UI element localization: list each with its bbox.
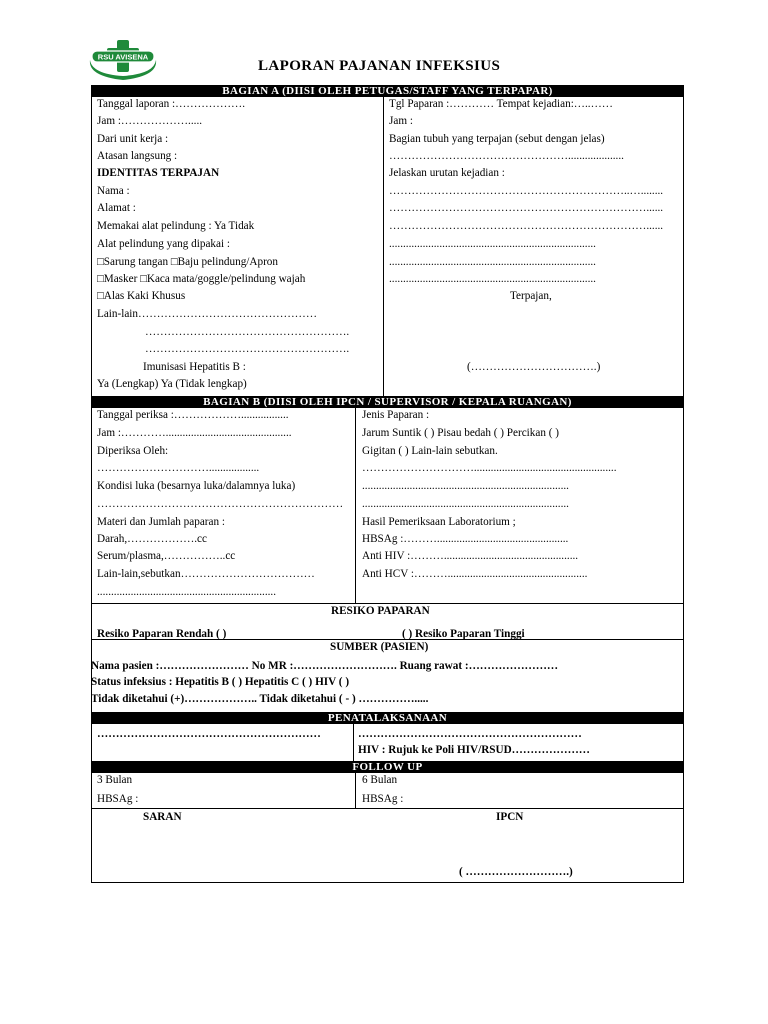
hospital-logo — [84, 38, 162, 84]
field-pelindung-dipakai: Alat pelindung yang dipakai : — [97, 238, 230, 250]
management-hiv[interactable]: HIV : Rujuk ke Poli HIV/RSUD………………… — [358, 744, 590, 756]
field-nama[interactable]: Nama : — [97, 185, 130, 197]
dotted-line[interactable]: ................................................................ — [97, 586, 276, 598]
follow-up-header: FOLLOW UP — [91, 761, 684, 773]
divider — [91, 808, 684, 809]
source-title: SUMBER (PASIEN) — [330, 641, 429, 653]
dotted-line[interactable]: …………………………................................................... — [362, 462, 617, 474]
field-hasil-lab: Hasil Pemeriksaan Laboratorium ; — [362, 516, 516, 528]
management-left[interactable]: …………………………………………………… — [97, 728, 321, 740]
follow-up-hbsag-3[interactable]: HBSAg : — [97, 793, 139, 805]
saran-label: SARAN — [143, 811, 182, 823]
dotted-line[interactable]: .......................................................................... — [389, 273, 596, 285]
field-bagian-tubuh: Bagian tubuh yang terpajan (sebut dengan jelas) — [389, 133, 605, 145]
field-memakai-pelindung[interactable]: Memakai alat pelindung : Ya Tidak — [97, 220, 255, 232]
field-jam-paparan[interactable]: Jam : — [389, 115, 413, 127]
dotted-line[interactable]: ………………………….................. — [97, 462, 260, 474]
follow-up-6-bulan: 6 Bulan — [362, 774, 398, 786]
field-kondisi-luka: Kondisi luka (besarnya luka/dalamnya luka) — [97, 480, 296, 492]
field-lain-lain-sebutkan[interactable]: Lain-lain,sebutkan……………………………… — [97, 568, 315, 580]
field-urutan-kejadian: Jelaskan urutan kejadian : — [389, 167, 505, 179]
dotted-line[interactable]: ………………………………………………………… — [97, 498, 344, 510]
column-divider — [383, 97, 384, 396]
field-atasan[interactable]: Atasan langsung : — [97, 150, 178, 162]
part-a-header: BAGIAN A (DIISI OLEH PETUGAS/STAFF YANG TERPAPAR) — [91, 85, 684, 97]
dotted-line[interactable]: .......................................................................... — [362, 498, 569, 510]
field-gigitan[interactable]: Gigitan ( ) Lain-lain sebutkan. — [362, 445, 498, 457]
field-alamat[interactable]: Alamat : — [97, 202, 136, 214]
ipcn-signature-line[interactable]: ( ……………………….) — [459, 866, 573, 878]
field-hbsag[interactable]: HBSAg :………............................................... — [362, 533, 569, 545]
dotted-line[interactable]: ………………………………………….................... — [389, 150, 624, 162]
field-diperiksa-oleh: Diperiksa Oleh: — [97, 445, 169, 457]
dotted-line[interactable]: .......................................................................... — [389, 256, 596, 268]
signature-line[interactable]: (…………………………….) — [467, 361, 601, 373]
checkbox-row-2[interactable]: □Masker □Kaca mata/goggle/pelindung wajah — [97, 273, 306, 285]
follow-up-hbsag-6[interactable]: HBSAg : — [362, 793, 404, 805]
field-imunisasi-options[interactable]: Ya (Lengkap) Ya (Tidak lengkap) — [97, 378, 247, 390]
source-unknown-line[interactable]: Tidak diketahui (+)……………….. Tidak diketahui ( - ) ……………..... — [91, 693, 429, 705]
logo-text: RSU AVISENA — [97, 52, 149, 62]
field-lain-lain[interactable]: Lain-lain………………………………………… — [97, 308, 318, 320]
ipcn-label: IPCN — [496, 811, 524, 823]
risk-high[interactable]: ( ) Resiko Paparan Tinggi — [402, 628, 525, 640]
dotted-line[interactable]: ………………………………………………………..…........ — [389, 185, 664, 197]
field-tgl-paparan[interactable]: Tgl Paparan :………… Tempat kejadian:…..…… — [389, 98, 613, 110]
management-header: PENATALAKSANAAN — [91, 712, 684, 724]
management-right-1[interactable]: …………………………………………………… — [358, 728, 582, 740]
field-anti-hiv[interactable]: Anti HIV :………................................................ — [362, 550, 579, 562]
checkbox-row-3[interactable]: □Alas Kaki Khusus — [97, 290, 186, 302]
field-tanggal-periksa[interactable]: Tanggal periksa :………………................. — [97, 409, 289, 421]
column-divider — [353, 724, 354, 761]
risk-title: RESIKO PAPARAN — [331, 605, 430, 617]
column-divider — [355, 773, 356, 808]
field-anti-hcv[interactable]: Anti HCV :……….................................................. — [362, 568, 588, 580]
field-serum[interactable]: Serum/plasma,……………..cc — [97, 550, 236, 562]
field-darah[interactable]: Darah,……………….cc — [97, 533, 207, 545]
field-jarum-pisau-percikan[interactable]: Jarum Suntik ( ) Pisau bedah ( ) Percikan ( ) — [362, 427, 559, 439]
column-divider — [355, 408, 356, 603]
source-status-line[interactable]: Status infeksius : Hepatitis B ( ) Hepatitis C ( ) HIV ( ) — [91, 676, 350, 688]
dotted-line[interactable]: .......................................................................... — [362, 480, 569, 492]
field-jam-periksa[interactable]: Jam :…………............................................. — [97, 427, 292, 439]
risk-low[interactable]: Resiko Paparan Rendah ( ) — [97, 628, 227, 640]
follow-up-3-bulan: 3 Bulan — [97, 774, 133, 786]
dotted-line[interactable]: ………………………………………………. — [145, 326, 350, 338]
dotted-line[interactable]: ……………………………………………………………...... — [389, 202, 664, 214]
field-imunisasi: Imunisasi Hepatitis B : — [143, 361, 246, 373]
field-tanggal-laporan[interactable]: Tanggal laporan :………………. — [97, 98, 246, 110]
identity-heading: IDENTITAS TERPAJAN — [97, 167, 220, 179]
checkbox-row-1[interactable]: □Sarung tangan □Baju pelindung/Apron — [97, 256, 278, 268]
dotted-line[interactable]: ……………………………………………………………...... — [389, 220, 664, 232]
dotted-line[interactable]: .......................................................................... — [389, 238, 596, 250]
part-b-header: BAGIAN B (DIISI OLEH IPCN / SUPERVISOR / KEPALA RUANGAN) — [91, 396, 684, 408]
document-title: LAPORAN PAJANAN INFEKSIUS — [258, 58, 501, 74]
field-jam[interactable]: Jam :………………..... — [97, 115, 203, 127]
source-patient-line[interactable]: Nama pasien :…………………… No MR :………………………. Ruang rawat :…………………… — [91, 660, 559, 672]
dotted-line[interactable]: ………………………………………………. — [145, 343, 350, 355]
terpajan-label: Terpajan, — [510, 290, 552, 302]
field-materi-paparan: Materi dan Jumlah paparan : — [97, 516, 225, 528]
field-jenis-paparan: Jenis Paparan : — [362, 409, 430, 421]
field-unit-kerja[interactable]: Dari unit kerja : — [97, 133, 169, 145]
